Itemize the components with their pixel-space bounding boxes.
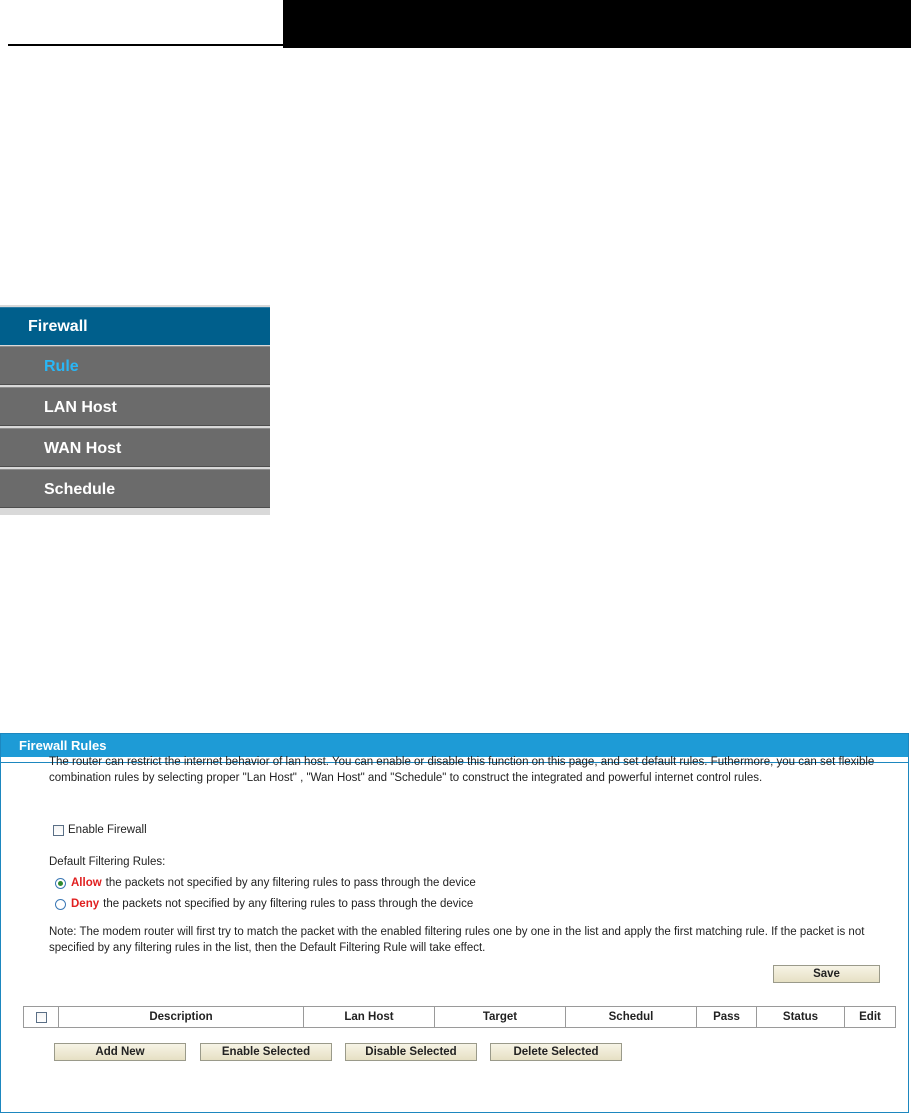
deny-text: the packets not specified by any filtering rules to pass through the device: [103, 898, 474, 910]
col-target: Target: [435, 1007, 566, 1027]
allow-text: the packets not specified by any filtering rules to pass through the device: [105, 877, 476, 889]
default-filtering-rules-label: Default Filtering Rules:: [49, 856, 166, 868]
allow-keyword: Allow: [71, 877, 102, 889]
select-all-cell: [24, 1007, 59, 1027]
deny-radio[interactable]: [55, 899, 66, 910]
col-pass: Pass: [697, 1007, 757, 1027]
deny-keyword: Deny: [71, 898, 100, 910]
header-rule: [8, 44, 283, 46]
firewall-menu: [0, 305, 270, 515]
header-bar: [283, 0, 911, 48]
col-edit: Edit: [859, 1011, 881, 1023]
col-schedule: Schedul: [566, 1007, 697, 1027]
enable-firewall-label: Enable Firewall: [68, 824, 147, 836]
add-new-button[interactable]: Add New: [54, 1043, 186, 1061]
note-text: Note: The modem router will first try to match the packet with the enabled filtering rules one by one in the list and apply the first matching rule. If the packet is not specified by any filtering rules in the list, then the Default Filtering Rule will take effect.: [49, 926, 865, 954]
delete-selected-button[interactable]: Delete Selected: [490, 1043, 622, 1061]
enable-selected-button[interactable]: Enable Selected: [200, 1043, 332, 1061]
rules-table-header: [23, 1006, 896, 1028]
menu-item-wan-host[interactable]: WAN Host: [0, 428, 270, 467]
menu-title-firewall[interactable]: Firewall: [0, 307, 270, 345]
allow-radio[interactable]: [55, 878, 66, 889]
disable-selected-button[interactable]: Disable Selected: [345, 1043, 477, 1061]
panel-title: Firewall Rules: [1, 734, 908, 757]
menu-item-rule[interactable]: Rule: [0, 346, 270, 385]
menu-item-lan-host[interactable]: LAN Host: [0, 387, 270, 426]
col-description: Description: [59, 1007, 304, 1027]
enable-firewall-checkbox[interactable]: [53, 825, 64, 836]
enable-firewall-row: [53, 824, 147, 836]
save-button[interactable]: Save: [773, 965, 880, 983]
firewall-rules-panel: [0, 733, 909, 1113]
col-lan-host: Lan Host: [304, 1007, 435, 1027]
menu-item-schedule[interactable]: Schedule: [0, 469, 270, 508]
deny-rule-row: [55, 898, 473, 910]
panel-description: The router can restrict the internet behavior of lan host. You can enable or disable this function on this page, and set default rules. Futhermore, you can set flexible combination rules by selecting proper "Lan Host" , "Wan Host" and "Schedule" to construct the integrated and powerful internet control rules.: [49, 756, 875, 784]
select-all-checkbox[interactable]: [36, 1012, 47, 1023]
allow-rule-row: [55, 877, 476, 889]
col-status: Status: [757, 1007, 845, 1027]
